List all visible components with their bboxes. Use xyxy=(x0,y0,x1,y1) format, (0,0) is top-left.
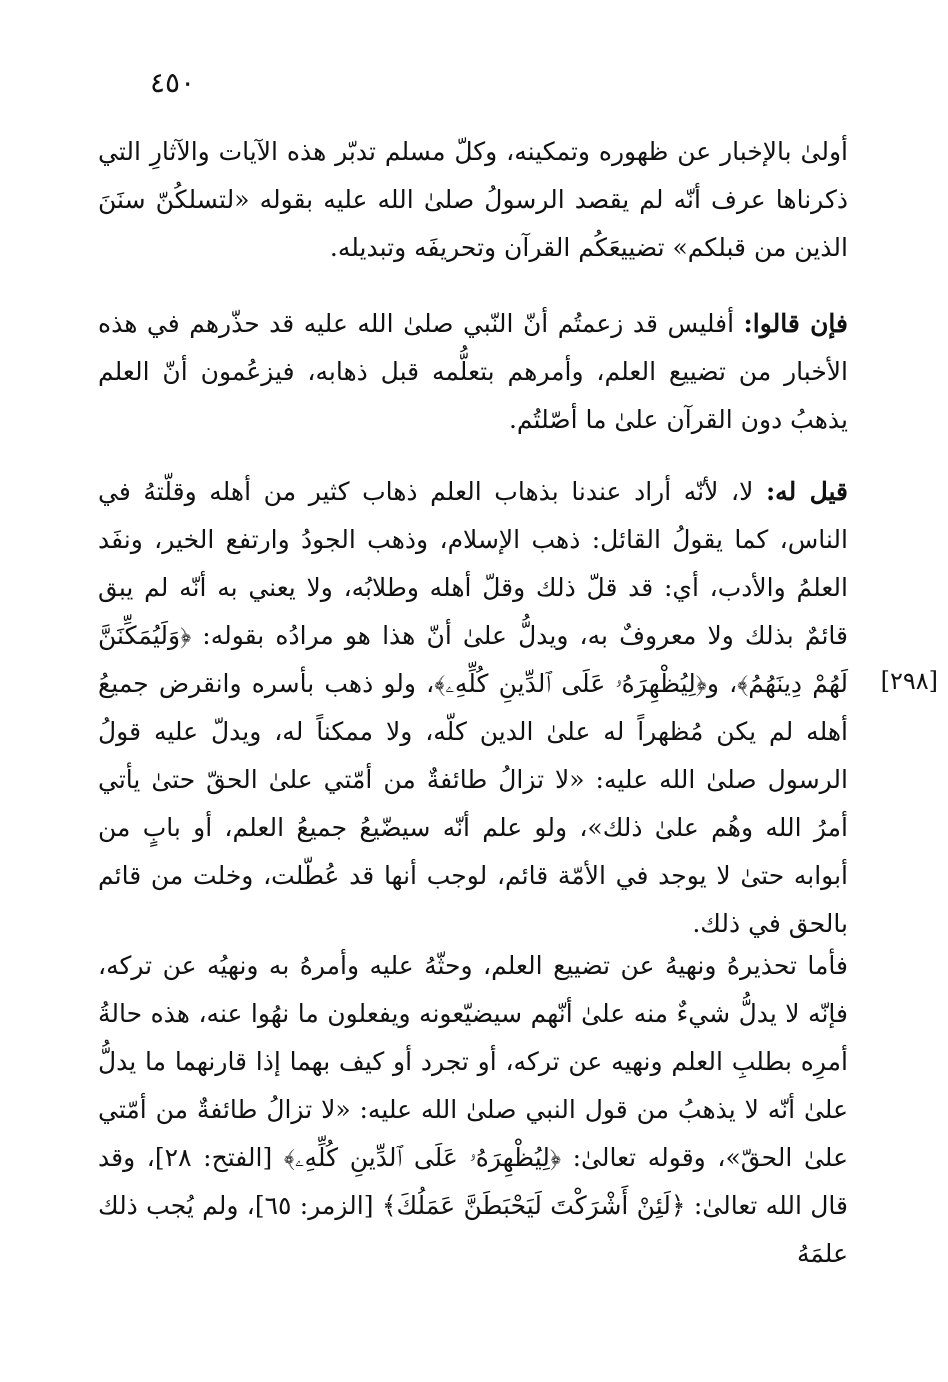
paragraph-4 xyxy=(98,942,848,1278)
paragraph-3 xyxy=(98,468,848,948)
paragraph-text: أفليس قد زعمتُم أنّ النّبي صلىٰ الله عليه قد حذّرهم في هذه الأخبار من تضييع العلم، وأمرهم بتعلُّمه قبل ذهابه، فيزعُمون أنّ العلم يذهبُ دون القرآن علىٰ ما أصّلتُم. xyxy=(98,309,848,434)
paragraph-lead: فإن قالوا: xyxy=(743,309,849,338)
paragraph-text: فأما تحذيرهُ ونهيهُ عن تضييع العلم، وحثّهُ عليه وأمرهُ به ونهيُه عن تركه، فإنّه لا يدلُّ شيءٌ منه علىٰ أنّهم سيضيّعونه ويفعلون ما نهُوا عنه، هذه حالةُ أمرِه بطلبِ العلم ونهيه عن تركه، أو تجرد أو كيف بهما إذا قارنهما ما يدلُّ علىٰ أنّه لا يذهبُ من قول النبي صلىٰ الله عليه: «لا تزالُ طائفةٌ من أمّتي علىٰ الحقّ»، وقوله تعالىٰ: ﴿لِيُظْهِرَهُۥ عَلَى ٱلدِّينِ كُلِّهِۦ﴾ [الفتح: ٢٨]، وقد قال الله تعالىٰ: ﴿لَئِنْ أَشْرَكْتَ لَيَحْبَطَنَّ عَمَلُكَ﴾ [الزمر: ٦٥]، ولم يُجب ذلك علمَهُ xyxy=(98,951,848,1268)
paragraph-lead: قيل له: xyxy=(765,477,848,506)
page-number: ٤٥٠ xyxy=(150,66,196,99)
paragraph-1 xyxy=(98,128,848,272)
margin-page-reference: [٢٩٨] xyxy=(880,667,938,695)
paragraph-text: أولىٰ بالإخبار عن ظهوره وتمكينه، وكلّ مسلم تدبّر هذه الآيات والآثارِ التي ذكرناها عرف أنّه لم يقصد الرسولُ صلىٰ الله عليه بقوله «لتسلكُنّ سنَنَ الذين من قبلكم» تضييعَكُم القرآن وتحريفَه وتبديله. xyxy=(98,137,848,262)
paragraph-text: لا، لأنّه أراد عندنا بذهاب العلم ذهاب كثير من أهله وقلّتهُ في الناس، كما يقولُ القائل: ذهب الإسلام، وذهب الجودُ وارتفع الخير، ونفَد العلمُ والأدب، أي: قد قلّ ذلك وقلّ أهله وطلابُه، ولا يعني به أنّه لم يبق قائمٌ بذلك ولا معروفٌ به، ويدلُّ علىٰ أنّ هذا هو مرادُه بقوله: ﴿وَلَيُمَكِّنَنَّ لَهُمْ دِينَهُمُ﴾، و﴿لِيُظْهِرَهُۥ عَلَى ٱلدِّينِ كُلِّهِۦ﴾، ولو ذهب بأسره وانقرض جميعُ أهله لم يكن مُظهراً له علىٰ الدين كلّه، ولا ممكناً له، ويدلّ عليه قولُ الرسول صلىٰ الله عليه: «لا تزالُ طائفةٌ من أمّتي علىٰ الحقّ حتىٰ يأتي أمرُ الله وهُم علىٰ ذلك»، ولو علم أنّه سيضّيعُ جميعُ العلم، أو بابٍ من أبوابه حتىٰ لا يوجد في الأمّة قائم، لوجب أنها قد عُطّلت، وخلت من قائم بالحق في ذلك. xyxy=(98,477,848,938)
paragraph-2 xyxy=(98,300,848,444)
